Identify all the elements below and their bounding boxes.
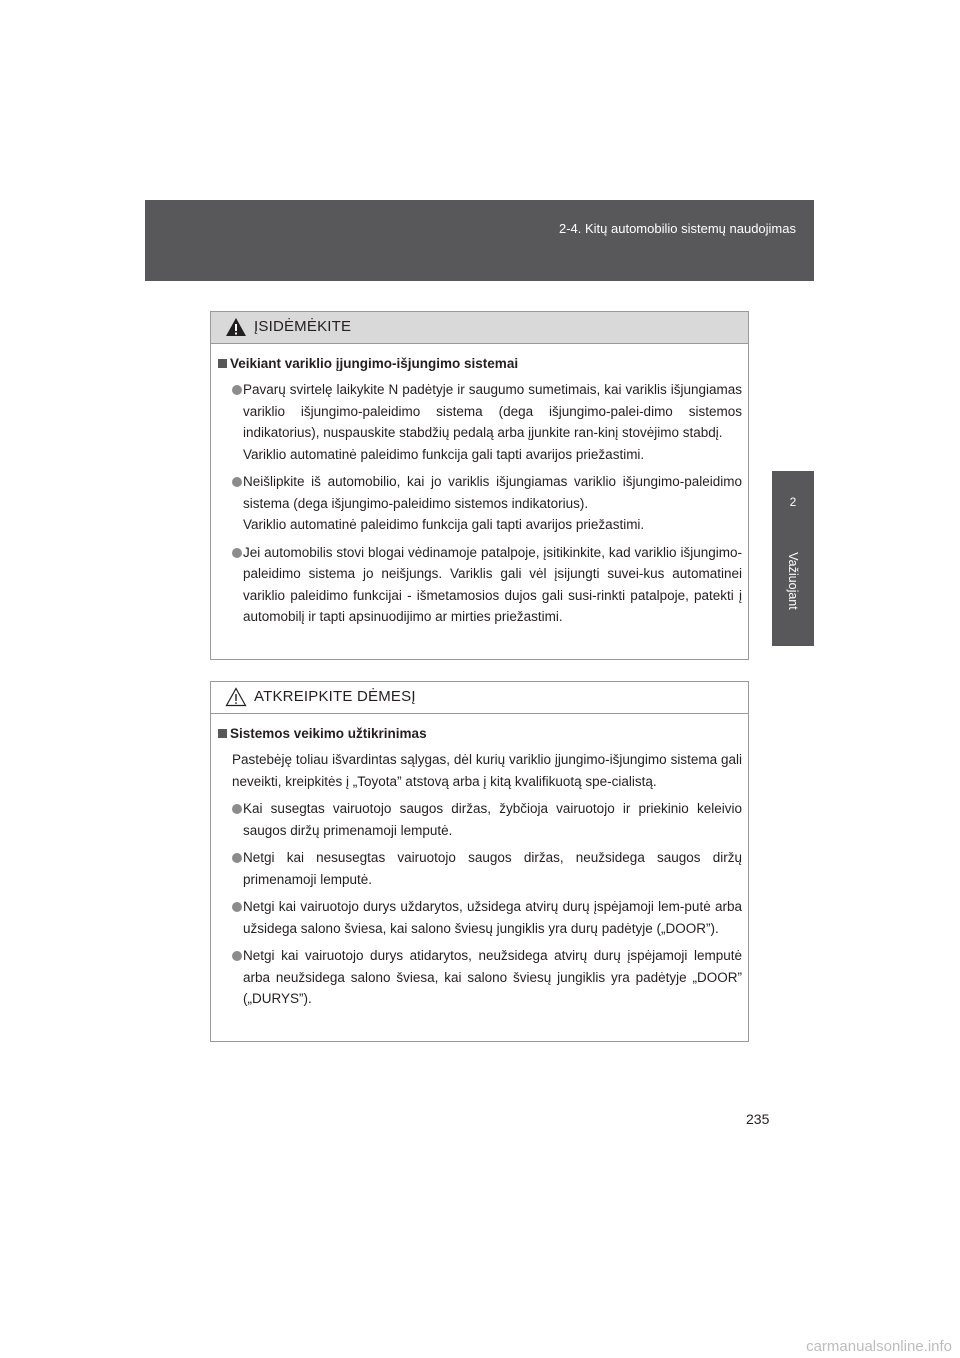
notice-box xyxy=(210,681,749,1042)
chapter-side-tab xyxy=(772,471,814,646)
warning-box xyxy=(210,311,749,660)
list-item-text: Netgi kai vairuotojo durys uždarytos, užsidega atvirų durų įspėjamoji lem-putė arba užsidega salono šviesa, kai salono šviesų jungiklis yra durų padėtyje („DOOR”). xyxy=(243,899,742,936)
list-item xyxy=(218,847,742,890)
list-item-text: Neišlipkite iš automobilio, kai jo variklis išjungiamas variklio išjungimo-paleidimo sistema (dega išjungimo-paleidimo sistemos indikatorius). xyxy=(243,474,742,511)
list-item-text: Pavarų svirtelę laikykite N padėtyje ir saugumo sumetimais, kai variklis išjungiamas variklio išjungimo-paleidimo sistema (dega išjungimo-palei-dimo sistemos indikatorius), nuspauskite stabdžių pedalą arba įjunkite ran-kinį stovėjimo stabdį. xyxy=(243,382,742,440)
list-item-text: Kai susegtas vairuotojo saugos diržas, žybčioja vairuotojo ir priekinio keleivio saugos diržų primenamoji lemputė. xyxy=(243,801,742,838)
list-item-text: Netgi kai nesusegtas vairuotojo saugos diržas, neužsidega saugos diržų primenamoji lemputė. xyxy=(243,850,742,887)
chapter-title: 2-4. Kitų automobilio sistemų naudojimas xyxy=(558,221,796,236)
warning-outline-icon xyxy=(225,687,247,707)
square-bullet-icon xyxy=(218,359,227,368)
bullet-dot-icon xyxy=(232,385,242,395)
notice-section-title xyxy=(218,723,742,744)
list-item xyxy=(218,379,742,465)
warning-section-title-text: Veikiant variklio įjungimo-išjungimo sistemai xyxy=(230,356,519,371)
notice-body xyxy=(211,714,748,1010)
list-item xyxy=(218,471,742,536)
warning-filled-icon xyxy=(225,317,247,337)
bullet-dot-icon xyxy=(232,951,242,961)
list-item xyxy=(218,798,742,841)
list-item xyxy=(218,896,742,939)
list-item-note: Variklio automatinė paleidimo funkcija gali tapti avarijos priežastimi. xyxy=(243,446,645,462)
watermark: carmanualsonline.info xyxy=(806,1338,952,1355)
warning-body xyxy=(211,344,748,628)
chapter-label: Važiuojant xyxy=(786,552,800,610)
bullet-dot-icon xyxy=(232,853,242,863)
bullet-dot-icon xyxy=(232,548,242,558)
notice-intro: Pastebėję toliau išvardintas sąlygas, dėl kurių variklio įjungimo-išjungimo sistema gali neveikti, kreipkitės į „Toyota” atstovą arba į kitą kvalifikuotą spe-cialistą. xyxy=(232,752,742,789)
warning-section-title xyxy=(218,353,742,374)
bullet-dot-icon xyxy=(232,902,242,912)
chapter-header-bar xyxy=(145,200,814,281)
square-bullet-icon xyxy=(218,729,227,738)
notice-section-title-text: Sistemos veikimo užtikrinimas xyxy=(230,726,427,741)
bullet-dot-icon xyxy=(232,804,242,814)
bullet-dot-icon xyxy=(232,477,242,487)
warning-header xyxy=(211,312,748,344)
warning-title: ĮSIDĖMĖKITE xyxy=(254,318,352,335)
notice-title: ATKREIPKITE DĖMESĮ xyxy=(254,688,416,705)
page-number: 235 xyxy=(746,1111,770,1127)
chapter-number: 2 xyxy=(789,495,797,509)
list-item xyxy=(218,945,742,1010)
list-item xyxy=(218,542,742,628)
list-item-text: Netgi kai vairuotojo durys atidarytos, neužsidega atvirų durų įspėjamoji lemputė arba neužsidega salono šviesa, kai salono šviesų jungiklis yra padėtyje „DOOR” („DURYS”). xyxy=(243,948,742,1006)
notice-header xyxy=(211,682,748,714)
list-item-text: Jei automobilis stovi blogai vėdinamoje patalpoje, įsitikinkite, kad variklio išjungimo-paleidimo sistema jo neišjungs. Variklis gali vėl įsijungti suvei-kus automatinei variklio paleidimo funkcijai - išmetamosios dujos gali susi-rinkti patalpoje, patekti į automobilį ir tapti apsinuodijimo ar mirties priežastimi. xyxy=(243,544,742,624)
list-item-note: Variklio automatinė paleidimo funkcija gali tapti avarijos priežastimi. xyxy=(243,517,645,532)
